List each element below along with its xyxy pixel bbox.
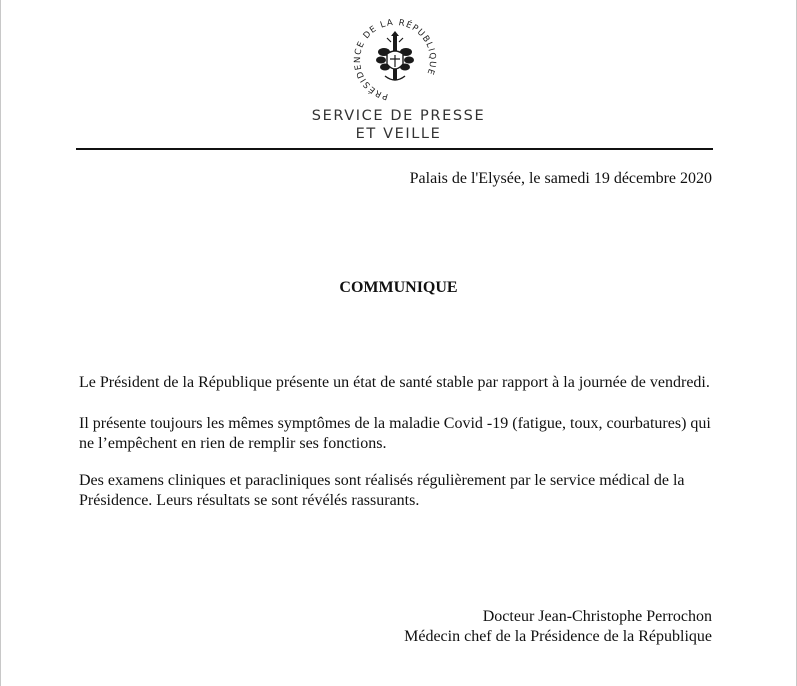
header-rule <box>76 148 713 150</box>
service-title-line2: ET VEILLE <box>355 126 442 142</box>
seal-text: PRÉSIDENCE DE LA RÉPUBLIQUE <box>352 17 438 102</box>
document-title: COMMUNIQUE <box>339 279 458 296</box>
signatory-role: Médecin chef de la Présidence de la République <box>404 628 712 645</box>
service-title-line1: SERVICE DE PRESSE <box>311 108 486 124</box>
paragraph-1: Le Président de la République présente un état de santé stable par rapport à la journée de vendredi. <box>79 374 710 391</box>
paragraph-2: Il présente toujours les mêmes symptômes de la maladie Covid -19 (fatigue, toux, courbatures) qui ne l’empêchent en rien de remplir ses fonctions. <box>79 415 711 452</box>
paragraph-3: Des examens cliniques et paracliniques sont réalisés régulièrement par le service médical de la Présidence. Leurs résultats se sont révélés rassurants. <box>79 472 685 509</box>
signatory-name: Docteur Jean-Christophe Perrochon <box>482 608 712 625</box>
presidency-seal-icon <box>349 14 441 106</box>
dateline: Palais de l'Elysée, le samedi 19 décembre 2020 <box>409 170 712 187</box>
page-left-edge <box>0 0 1 686</box>
